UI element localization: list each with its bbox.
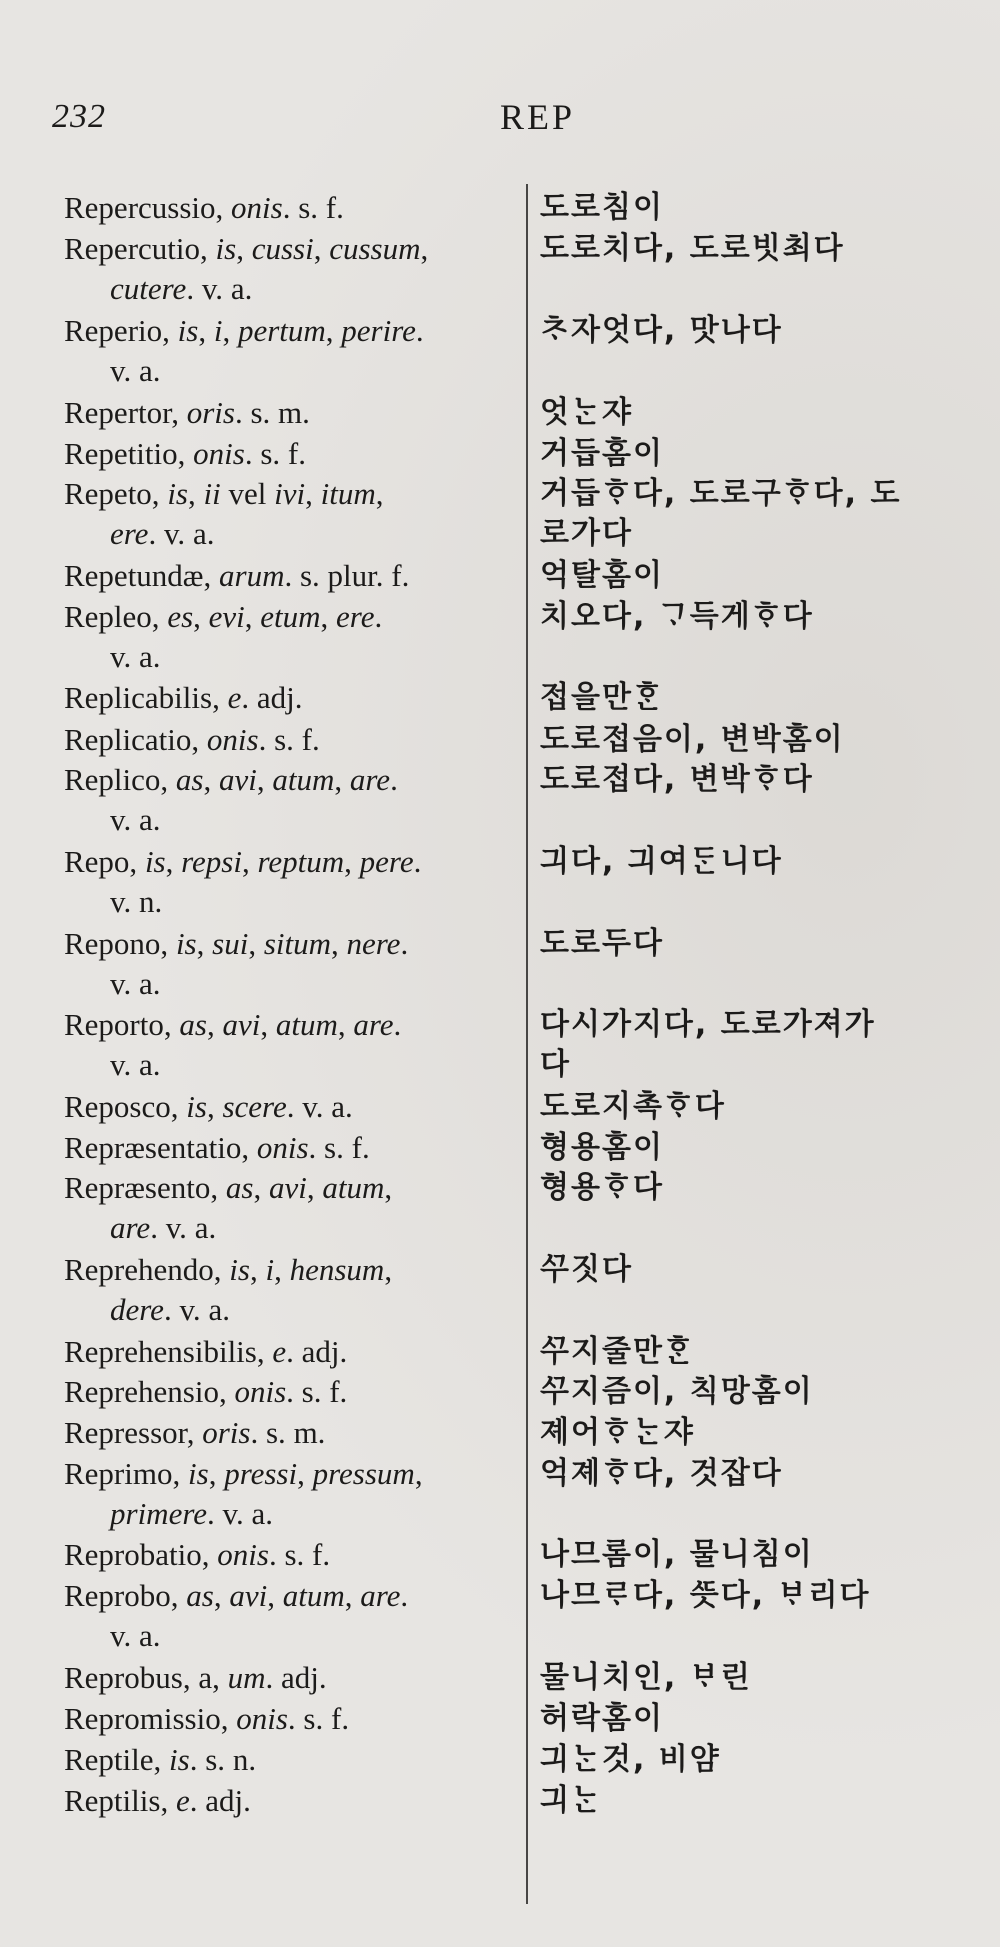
latin-headword — [64, 597, 519, 677]
latin-line: Repetitio, onis. s. f. — [64, 436, 306, 471]
korean-line: 치오다, ᄀᆞ득게ᄒᆞ다 — [540, 599, 814, 634]
latin-headword — [64, 678, 519, 718]
korean-translation — [540, 1128, 998, 1168]
latin-continuation: ere. v. a. — [110, 516, 215, 551]
latin-line: Repromissio, onis. s. f. — [64, 1701, 350, 1736]
korean-translation — [540, 760, 998, 800]
korean-translation — [540, 1413, 998, 1453]
korean-translation — [540, 842, 998, 882]
latin-headword — [64, 1535, 519, 1575]
korean-translation — [540, 1454, 998, 1494]
latin-headword — [64, 1699, 519, 1739]
latin-headword — [64, 1250, 519, 1330]
latin-continuation: v. a. — [110, 966, 161, 1001]
korean-translation — [540, 1658, 998, 1698]
korean-translation — [540, 678, 998, 718]
latin-headword — [64, 188, 519, 228]
korean-translation — [540, 1168, 998, 1208]
latin-continuation: v. a. — [110, 639, 161, 674]
latin-line: Reprobatio, onis. s. f. — [64, 1537, 331, 1572]
latin-line: Reposco, is, scere. v. a. — [64, 1089, 353, 1124]
korean-line: 도로침이 — [540, 190, 664, 225]
korean-translation — [540, 188, 998, 228]
latin-continuation: primere. v. a. — [110, 1496, 274, 1531]
latin-headword — [64, 1781, 519, 1821]
korean-line: 졔어ᄒᆞᄂᆞᆫ쟈 — [540, 1415, 695, 1450]
latin-line: Replicatio, onis. s. f. — [64, 722, 320, 757]
latin-line: Reprobus, a, um. adj. — [64, 1660, 327, 1695]
korean-translation — [540, 393, 998, 433]
latin-line: Reperio, is, i, pertum, perire. — [64, 313, 424, 348]
latin-headword — [64, 1087, 519, 1127]
latin-line: Reprehensio, onis. s. f. — [64, 1374, 348, 1409]
korean-line: 도로치다, 도로빗최다 — [540, 231, 845, 266]
latin-continuation: cutere. v. a. — [110, 271, 253, 306]
korean-line: 도로접다, 변박ᄒᆞ다 — [540, 762, 814, 797]
latin-headword — [64, 1332, 519, 1372]
latin-line: Repercussio, onis. s. f. — [64, 190, 344, 225]
latin-line: Reptile, is. s. n. — [64, 1742, 257, 1777]
korean-line: 나므ᄅᆞ다, ᄯᅳᆺ다, ᄇᆞ리다 — [540, 1578, 871, 1613]
korean-line: 도로지촉ᄒᆞ다 — [540, 1089, 726, 1124]
korean-translation — [540, 720, 998, 760]
korean-line: 도로두다 — [540, 926, 664, 961]
latin-line: Repono, is, sui, situm, nere. — [64, 926, 409, 961]
korean-line: 긔다, 긔여ᄃᆞᆫ니다 — [540, 844, 783, 879]
latin-headword — [64, 1168, 519, 1248]
latin-line: Repræsentatio, onis. s. f. — [64, 1130, 370, 1165]
latin-headword — [64, 434, 519, 474]
latin-line: Reprimo, is, pressi, pressum, — [64, 1456, 423, 1491]
latin-continuation: v. a. — [110, 1618, 161, 1653]
latin-line: Repertor, oris. s. m. — [64, 395, 310, 430]
latin-headword — [64, 1413, 519, 1453]
latin-continuation: v. a. — [110, 1047, 161, 1082]
latin-line: Repo, is, repsi, reptum, pere. — [64, 844, 422, 879]
latin-headword — [64, 1128, 519, 1168]
korean-translation — [540, 1332, 998, 1372]
korean-translation — [540, 1576, 998, 1616]
latin-headword — [64, 556, 519, 596]
korean-line: 엇ᄂᆞᆫ쟈 — [540, 395, 633, 430]
latin-headword — [64, 1658, 519, 1698]
korean-line: 접을만ᄒᆞᆫ — [540, 680, 664, 715]
korean-line: 나므롬이, 물니침이 — [540, 1537, 814, 1572]
korean-line: 긔ᄂᆞᆫ것, 비얌 — [540, 1742, 721, 1777]
korean-translation — [540, 229, 998, 269]
latin-line: Repeto, is, ii vel ivi, itum, — [64, 476, 384, 511]
latin-continuation: are. v. a. — [110, 1210, 217, 1245]
latin-headword — [64, 1576, 519, 1656]
korean-line: ᄭᅮ지줄만ᄒᆞᆫ — [540, 1334, 695, 1369]
latin-line: Replicabilis, e. adj. — [64, 680, 303, 715]
latin-line: Reprobo, as, avi, atum, are. — [64, 1578, 409, 1613]
korean-line: 다 — [540, 1047, 571, 1082]
korean-line: ᄎᆞ자엇다, 맛나다 — [540, 313, 783, 348]
korean-line: 물니치인, ᄇᆞ린 — [540, 1660, 752, 1695]
latin-headword — [64, 393, 519, 433]
korean-translation — [540, 474, 998, 554]
latin-continuation: dere. v. a. — [110, 1292, 230, 1327]
korean-line: 거듭ᄒᆞ다, 도로구ᄒᆞ다, 도 — [540, 476, 902, 511]
latin-headword — [64, 1372, 519, 1412]
latin-line: Repræsento, as, avi, atum, — [64, 1170, 393, 1205]
latin-headword — [64, 311, 519, 391]
latin-line: Reporto, as, avi, atum, are. — [64, 1007, 402, 1042]
latin-headword — [64, 720, 519, 760]
latin-line: Replico, as, avi, atum, are. — [64, 762, 398, 797]
latin-continuation: v. a. — [110, 802, 161, 837]
korean-line: 로가다 — [540, 516, 633, 551]
latin-line: Repressor, oris. s. m. — [64, 1415, 326, 1450]
korean-line: 허락홈이 — [540, 1701, 664, 1736]
latin-headword — [64, 842, 519, 922]
latin-headword — [64, 474, 519, 554]
latin-line: Repleo, es, evi, etum, ere. — [64, 599, 383, 634]
korean-translation — [540, 556, 998, 596]
running-head: REP — [499, 97, 576, 137]
latin-headword — [64, 924, 519, 1004]
korean-translation — [540, 1005, 998, 1085]
korean-translation — [540, 924, 998, 964]
korean-line: 억탈홈이 — [540, 558, 664, 593]
korean-line: 형용ᄒᆞ다 — [540, 1170, 664, 1205]
page-number: 232 — [52, 98, 106, 135]
korean-line: 다시가지다, 도로가져가 — [540, 1007, 876, 1042]
latin-headword — [64, 229, 519, 309]
korean-line: 긔ᄂᆞᆫ — [540, 1783, 602, 1818]
latin-line: Reptilis, e. adj. — [64, 1783, 251, 1818]
korean-translation — [540, 597, 998, 637]
korean-translation — [540, 1372, 998, 1412]
korean-translation — [540, 1087, 998, 1127]
korean-line: 형용홈이 — [540, 1130, 664, 1165]
latin-line: Repetundæ, arum. s. plur. f. — [64, 558, 410, 593]
latin-headword — [64, 760, 519, 840]
latin-continuation: v. n. — [110, 884, 163, 919]
latin-line: Reprehensibilis, e. adj. — [64, 1334, 348, 1369]
korean-translation — [540, 1250, 998, 1290]
korean-line: ᄭᅮ짓다 — [540, 1252, 633, 1287]
latin-line: Repercutio, is, cussi, cussum, — [64, 231, 429, 266]
latin-continuation: v. a. — [110, 353, 161, 388]
korean-line: ᄭᅮ지즘이, 칙망홈이 — [540, 1374, 814, 1409]
latin-line: Reprehendo, is, i, hensum, — [64, 1252, 393, 1287]
korean-line: 거듭홈이 — [540, 436, 664, 471]
latin-headword — [64, 1454, 519, 1534]
korean-translation — [540, 1699, 998, 1739]
korean-translation — [540, 434, 998, 474]
korean-translation — [540, 1535, 998, 1575]
korean-translation — [540, 1740, 998, 1780]
korean-line: 억졔ᄒᆞ다, 것잡다 — [540, 1456, 783, 1491]
latin-headword — [64, 1005, 519, 1085]
korean-line: 도로접음이, 변박홈이 — [540, 722, 845, 757]
korean-translation — [540, 311, 998, 351]
korean-translation — [540, 1781, 998, 1821]
latin-headword — [64, 1740, 519, 1780]
